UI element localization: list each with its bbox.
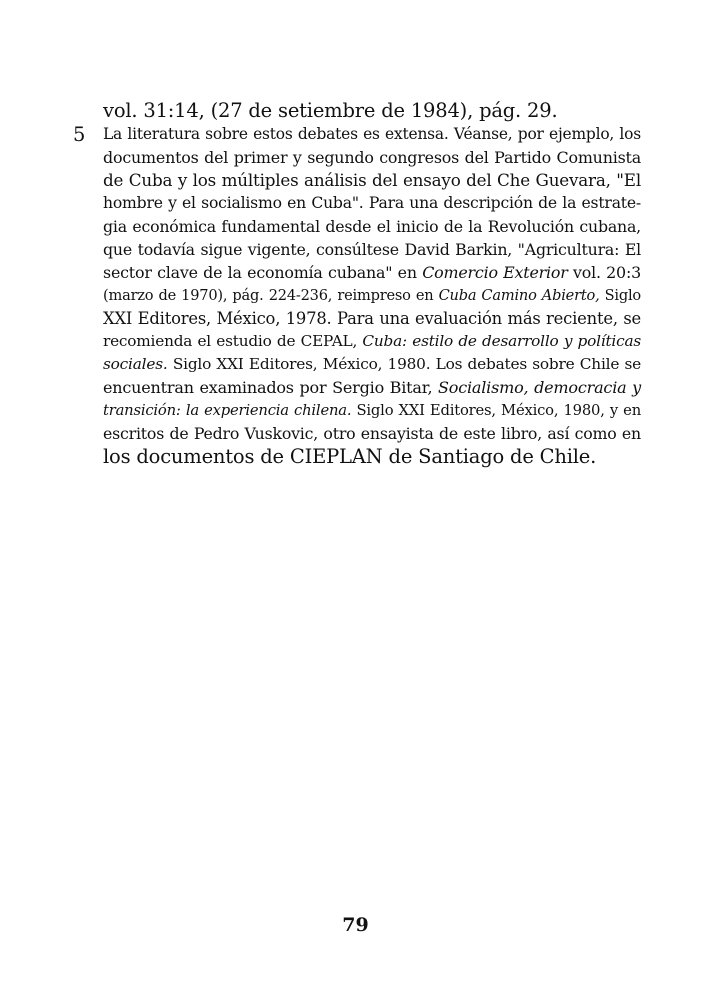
footnote-continuation-line: vol. 31:14, (27 de setiembre de 1984), pág. 29. (103, 99, 558, 122)
footnote-5-line-4: hombre y el socialismo en Cuba". Para una descripción de la estrate- (103, 194, 641, 212)
footnote-5-line-12 (103, 376, 641, 399)
book-title-socialismo-part-1: Socialismo, democracia y (438, 378, 641, 397)
footnote-5-line-5: gia económica fundamental desde el inicio de la Revolución cubana, (103, 217, 641, 236)
line-12-text: encuentran examinados por Sergio Bitar, (103, 378, 438, 397)
page-number: 79 (342, 914, 369, 936)
footnote-5-line-1: La literatura sobre estos debates es extensa. Véanse, por ejemplo, los (103, 125, 641, 143)
line-13-text: Siglo XXI Editores, México, 1980, y en (351, 402, 641, 419)
footnote-5-line-15: los documentos de CIEPLAN de Santiago de Chile. (103, 445, 597, 468)
book-title-cuba-camino-abierto: Cuba Camino Abierto, (438, 287, 600, 304)
footnote-5-line-3: de Cuba y los múltiples análisis del ensayo del Che Guevara, "El (103, 170, 641, 190)
footnote-5-line-10 (103, 330, 641, 353)
footnote-number-5: 5 (73, 123, 86, 146)
journal-title-comercio-exterior: Comercio Exterior (422, 263, 568, 282)
footnote-5-line-14: escritos de Pedro Vuskovic, otro ensayista de este libro, así como en (103, 424, 641, 443)
line-7-text-b: vol. 20:3 (567, 263, 641, 282)
line-11-text: Siglo XXI Editores, México, 1980. Los debates sobre Chile se (167, 355, 641, 373)
footnote-5-line-8 (103, 284, 641, 307)
book-title-socialismo-part-2: transición: la experiencia chilena. (103, 402, 352, 419)
footnote-5-line-9: XXI Editores, México, 1978. Para una evaluación más reciente, se (103, 309, 641, 328)
book-title-cuba-estilo-part-1: Cuba: estilo de desarrollo y políticas (362, 332, 641, 350)
book-title-cuba-estilo-part-2: sociales. (103, 355, 168, 373)
line-8-text-b: Siglo (599, 287, 641, 304)
line-8-text-a: (marzo de 1970), pág. 224-236, reimpreso en (103, 287, 439, 304)
footnote-5-line-7 (103, 261, 641, 284)
footnote-5-line-13 (103, 399, 641, 422)
line-7-text-a: sector clave de la economía cubana" en (103, 263, 423, 282)
footnote-5-line-11 (103, 353, 641, 376)
line-10-text-a: recomienda el estudio de CEPAL, (103, 332, 363, 350)
footnote-5-line-6: que todavía sigue vigente, consúltese David Barkin, "Agricultura: El (103, 240, 641, 259)
footnote-5-line-2: documentos del primer y segundo congresos del Partido Comunista (103, 148, 641, 167)
